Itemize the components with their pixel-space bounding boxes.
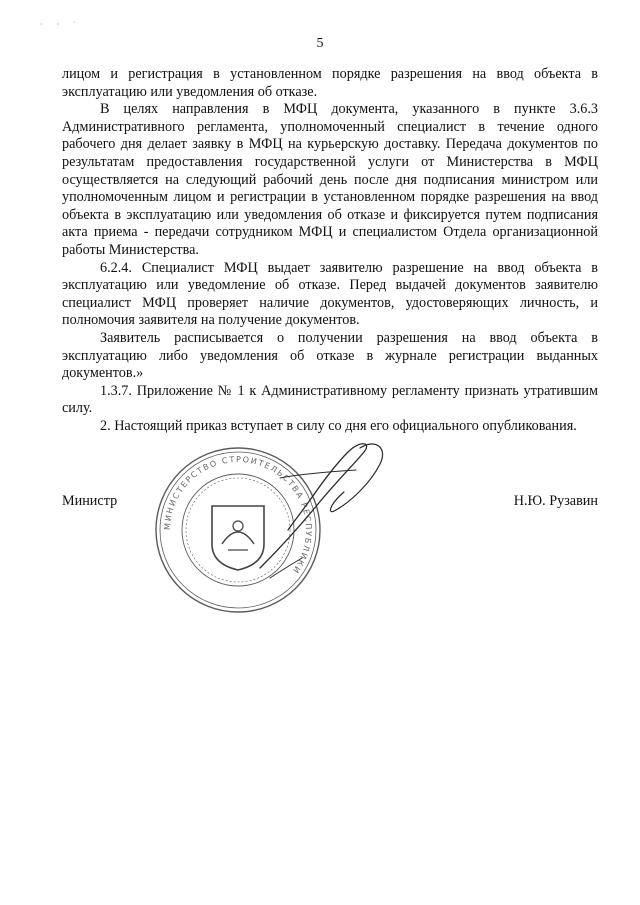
page-number: 5 — [316, 36, 324, 51]
paragraph: Заявитель расписывается о получении разрешения на ввод объекта в эксплуатацию либо уведомления об отказе в журнале регистрации выданных документов.» — [62, 329, 598, 382]
official-seal — [150, 418, 440, 618]
paragraph: 2. Настоящий приказ вступает в силу со дня его официального опубликования. — [100, 417, 577, 434]
paragraph: В целях направления в МФЦ документа, указанного в пункте 3.6.3 Административного регламента, уполномоченный специалист в течение одного рабочего дня делает заявку в МФЦ на курьерскую доставку. Передача документов по результатам предоставления государственной услуги от Министерства в МФЦ осуществляется на следующий рабочий день после дня подписания министром или уполномоченным лицом и регистрации в установленном порядке разрешения на ввод объекта в эксплуатацию или уведомления об отказе и фиксируется путем подписания акта приема - передачи сотрудником МФЦ и специалистом Отдела организационной работы Министерства. — [62, 101, 598, 258]
stamp-and-signature — [150, 418, 440, 618]
paragraph: 1.3.7. Приложение № 1 к Административному регламенту признать утратившим силу. — [62, 382, 598, 417]
paragraph: 6.2.4. Специалист МФЦ выдает заявителю разрешение на ввод объекта в эксплуатацию или уведомление об отказе. Перед выдачей документов заявителю специалист МФЦ проверяет наличие документов, удостоверяющих личность, и полномочия заявителя на получение документов. — [62, 259, 598, 329]
paragraph: лицом и регистрация в установленном порядке разрешения на ввод объекта в эксплуатацию или уведомления об отказе. — [62, 66, 598, 100]
document-body — [62, 66, 598, 435]
handwritten-signature — [260, 444, 383, 578]
coat-of-arms-icon — [212, 506, 264, 570]
signatory-title: Министр — [62, 493, 118, 509]
signatory-name: Н.Ю. Рузавин — [513, 493, 598, 509]
scan-specks: · · ˙ — [40, 20, 82, 29]
seal-ring-text: МИНИСТЕРСТВО СТРОИТЕЛЬСТВА РЕСПУБЛИКИ — [162, 454, 314, 576]
